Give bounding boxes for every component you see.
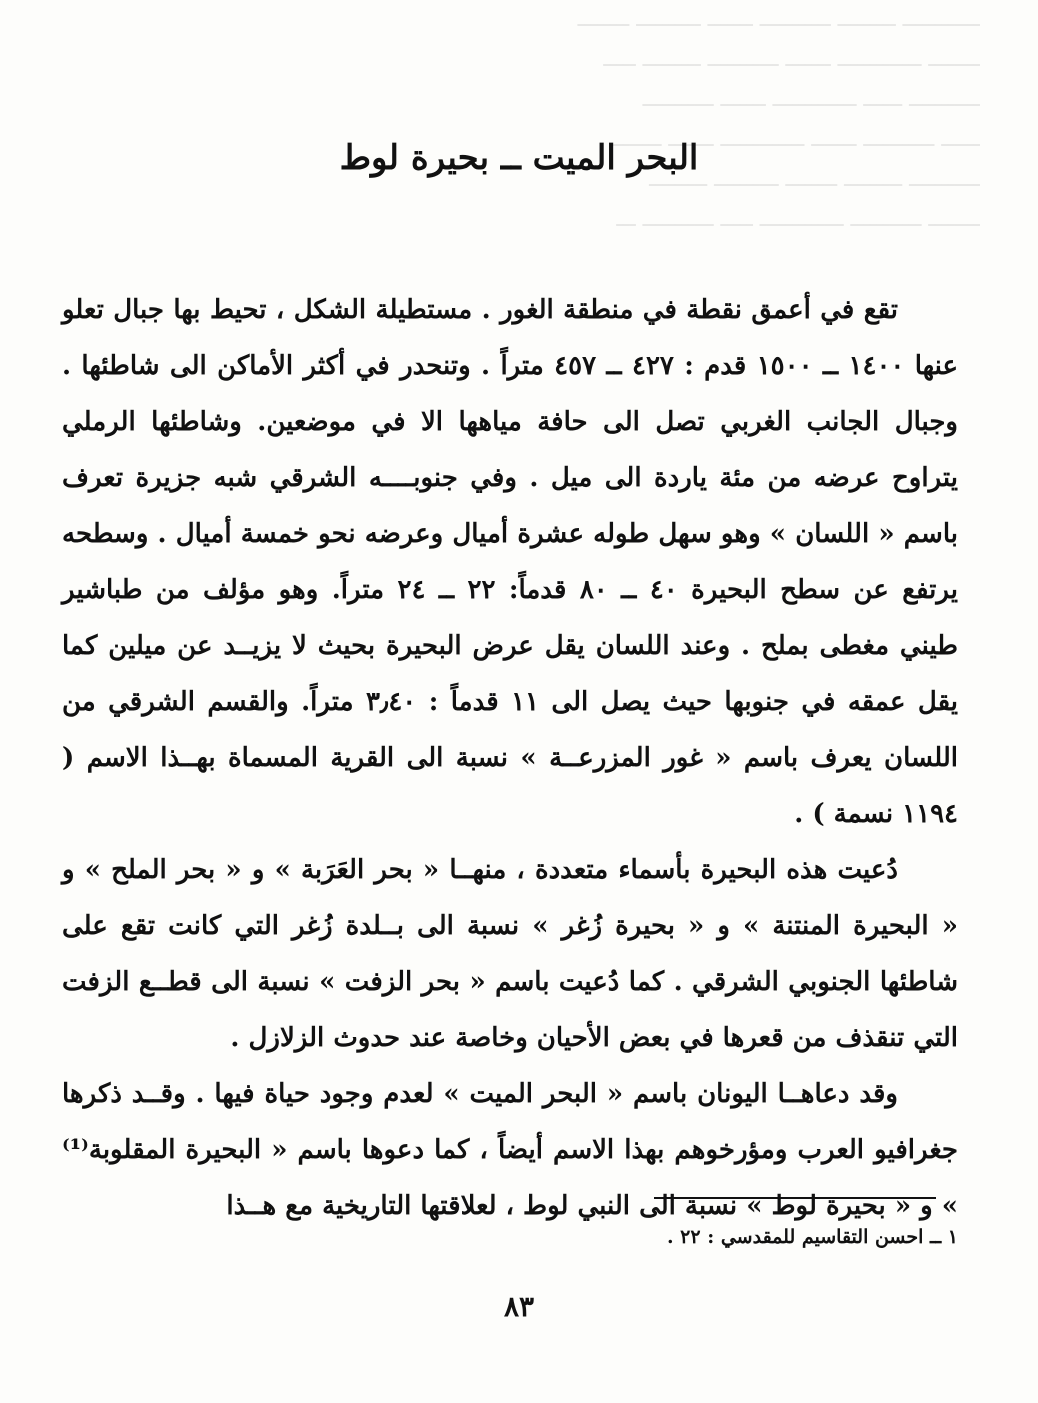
paragraph-history: وقد دعاهــا اليونان باسم « البحر الميت » لعدم وجود حياة فيها . وقــد ذكرها جغرافيو العرب ومؤرخوهم بهذا الاسم أيضاً ، كما دعوها باسم « البحيرة المقلوبة⁽¹⁾ » و « بحيرة لوط » نسبة الى النبي لوط ، لعلاقتها التاريخية مع هــذا xyxy=(62,1079,958,1221)
page-number: ٨٣ xyxy=(503,1290,535,1323)
footnote-divider xyxy=(654,1197,936,1199)
page-title: البحر الميت ــ بحيرة لوط xyxy=(339,138,699,178)
paragraph-names: دُعيت هذه البحيرة بأسماء متعددة ، منهــا « بحر العَرَبة » و « بحر الملح » و « البحيرة المنتنة » و « بحيرة زُغر » نسبة الى بــلدة زُغر التي كانت تقع على شاطئها الجنوبي الشرقي . كما دُعيت باسم « بحر الزفت » نسبة الى قطــع الزفت التي تنقذف من قعرها في بعض الأحيان وخاصة عند حدوث الزلازل . xyxy=(62,855,958,1053)
paragraph-description: تقع في أعمق نقطة في منطقة الغور . مستطيلة الشكل ، تحيط بها جبال تعلو عنها ١٤٠٠ ــ ١٥٠٠ قدم : ٤٢٧ ــ ٤٥٧ متراً . وتنحدر في أكثر الأماكن الى شاطئها . وجبال الجانب الغربي تصل الى حافة مياهها الا في موضعين. وشاطئها الرملي يتراوح عرضه من مئة ياردة الى ميل . وفي جنوبــــه الشرقي شبه جزيرة تعرف باسم « اللسان » وهو سهل طوله عشرة أميال وعرضه نحو خمسة أميال . وسطحه يرتفع عن سطح البحيرة ٤٠ ــ ٨٠ قدماً: ٢٢ ــ ٢٤ متراً. وهو مؤلف من طباشير طيني مغطى بملح . وعند اللسان يقل عرض البحيرة بحيث لا يزيــد عن ميلين كما يقل عمقه في جنوبها حيث يصل الى ١١ قدماً : ٣٫٤٠ متراً. والقسم الشرقي من اللسان يعرف باسم « غور المزرعــة » نسبة الى القرية المسماة بهــذا الاسم ( ١١٩٤ نسمة ) . xyxy=(62,295,958,829)
footnote: ١ ــ احسن التقاسيم للمقدسي : ٢٢ . xyxy=(666,1226,958,1248)
reverse-side-bleed-through: ــــــــــــ ـــــــــ ـــــــــــ ـــــــ ــــــــــ ــــــــ ــــــــ ـــــــــــــ ـــــــ ـــــــــــ ـــــــــ ـــــ ـــــــــــ ــــــ ـــــــــــــ ـــــــ ـــــــــــ ــــــ ـــــــــــ ـــــــ ـــــــــــــ ـــــــ ــــــــ ـــــــــــ ـــــــــ ــــــــ ــــــــــ ـــــــــ ــــــــ ـــــــــــ ـــــــــــــ ـــــ ـــــــــــ ـــ xyxy=(577,7,980,232)
article-body xyxy=(62,282,958,1234)
